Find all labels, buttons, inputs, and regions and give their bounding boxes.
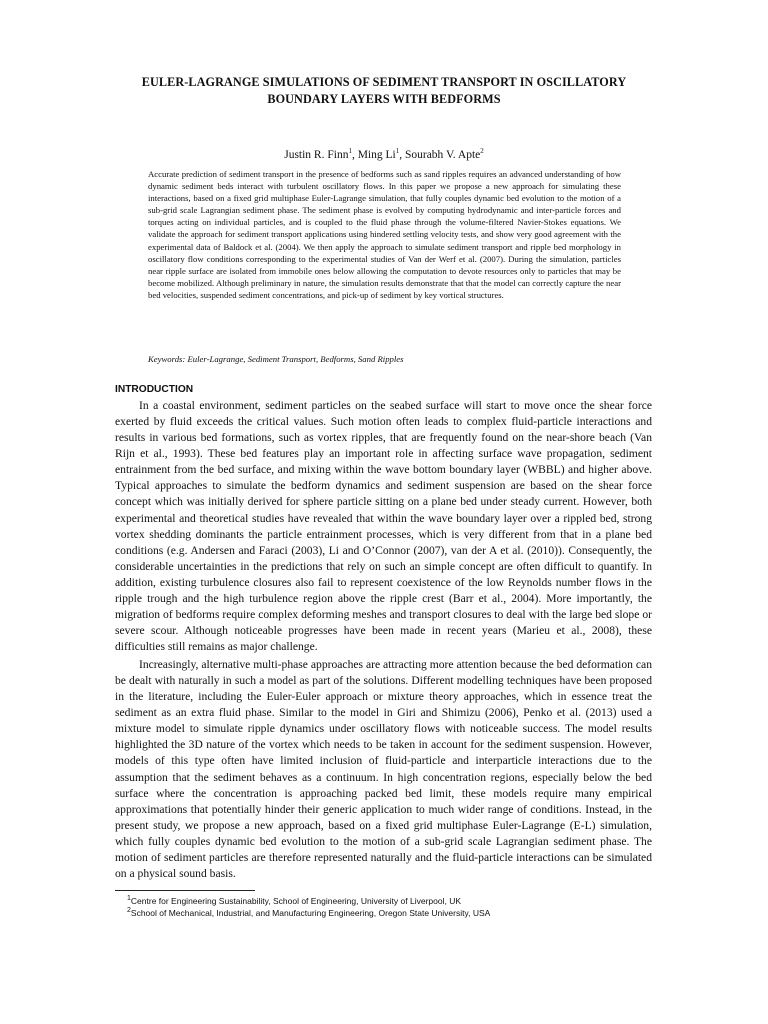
author-list [80,144,688,162]
author-separator: , [399,148,405,161]
author-name: Sourabh V. Apte [404,148,481,161]
abstract: Accurate prediction of sediment transport in the presence of bedforms such as sand ripples requires an advanced understanding of how dynamic sediment beds interact with turbulent oscillatory flows. In this paper we propose a new approach for simulating these interactions, based on a fixed grid multiphase Euler-Lagrange simulation, that fully couples dynamic bed evolution to the motion of a sub-grid scale Lagrangian sediment phase. The sediment phase is evolved by computing hydrodynamic and inter-particle forces and torques acting on individual particles, and is coupled to the fluid phase through the volume-filtered Navier-Stokes equations. We validate the approach for sediment transport applications using hindered settling velocity tests, and show very good agreement with the experimental data of Baldock et al. (2004). We then apply the approach to simulate sediment transport and ripple bed morphology in oscillatory flow conditions corresponding to the experimental studies of Van der Werf et al. (2007). During the simulation, particles near ripple surface are isolated from immobile ones below allowing the computation to devote resources only to particles that may be become mobilized. Although preliminary in nature, the simulation results demonstrate that that the model can correctly capture the near bed velocities, suspended sediment concentrations, and pick-up of sediment by key vortical structures. [148,169,621,300]
footnote-text: Centre for Engineering Sustainability, School of Engineering, University of Liverpool, UK [130,895,462,906]
footnote-text: School of Mechanical, Industrial, and Manufacturing Engineering, Oregon State University, USA [130,907,491,918]
footnote-2 [127,905,667,919]
footnote-mark: 2 [127,907,131,914]
author-name: Justin R. Finn [284,148,349,161]
author-affiliation-mark: 1 [348,147,352,155]
author-affiliation-mark: 1 [395,147,400,155]
paper-title [80,74,688,108]
title-line-1: EULER-LAGRANGE SIMULATIONS OF SEDIMENT TRANSPORT IN OSCILLATORY [141,75,627,89]
intro-paragraph-2: Increasingly, alternative multi-phase approaches are attracting more attention because the bed deformation can be dealt with naturally in such a model as part of the solutions. Different modelling techniques have been proposed in the literature, including the Euler-Euler approach or mixture theory approaches, which in essence treat the sediment as an extra fluid phase. Similar to the model in Giri and Shimizu (2006), Penko et al. (2013) used a mixture model to simulate ripple dynamics under oscillatory flows with noticeable success. The model results highlighted the 3D nature of the vortex which needs to be taken in account for the sediment suspension. However, models of this type often have limited inclusion of fluid-particle and interparticle interactions due to the assumption that the sediment behaves as a continuum. In high concentration regions, especially below the bed surface where the concentration is approaching packed bed limit, these models require many empirical approximations that potentially hinder their generic application to much wider range of conditions. Instead, in the present study, we propose a new approach, based on a fixed grid multiphase Euler-Lagrange (E-L) simulation, which fully couples dynamic bed evolution to the motion of a sub-grid scale Lagrangian sediment phase. The motion of sediment particles are therefore represented naturally and the fluid-particle interactions can be simulated on a physical sound basis. [115,658,652,881]
intro-paragraph-1: In a coastal environment, sediment particles on the seabed surface will start to move once the shear force exerted by fluid exceeds the critical values. Such motion often leads to complex fluid-particle interactions and results in various bed formations, such as vortex ripples, that are frequently found on the near-shore beach (Van Rijn et al., 1993). These bed features play an important role in affecting surface wave propagation, sediment entrainment from the bed surface, and mixing within the wave bottom boundary layer (WBBL) and higher above. Typical approaches to simulate the bedform dynamics and sediment suspension are based on the shear force concept which was initially derived for sphere particle sitting on a plane bed under steady current. However, both experimental and theoretical studies have revealed that within the wave boundary layer over a rippled bed, strong vortex shedding dominants the particle entrainment processes, which is very different from that in a plane bed conditions (e.g. Andersen and Faraci (2003), Li and O’Connor (2007), van der A et al. (2010)). Consequently, the considerable uncertainties in the predictions that rely on such an simple concept are often difficult to quantify. In addition, existing turbulence closures also fail to represent coexistence of the low Reynolds number flows in the ripple trough and the high turbulence region above the ripple crest (Barr et al., 2004). More importantly, the migration of bedforms require complex deforming meshes and transport closures to deal with the large bed slope or severe scour. Although noticeable progresses have been made in recent years (Marieu et al., 2008), these difficulties still remains as major challenge. [115,399,652,654]
footnote-rule [115,890,255,891]
author-affiliation-mark: 2 [480,147,484,155]
author-separator: , [351,148,358,161]
author-name: Ming Li [357,148,396,161]
title-line-2: BOUNDARY LAYERS WITH BEDFORMS [267,92,501,106]
footnote-mark: 1 [127,895,131,902]
section-heading-introduction: INTRODUCTION [115,384,194,395]
keywords: Keywords: Euler-Lagrange, Sediment Transport, Bedforms, Sand Ripples [148,354,404,364]
